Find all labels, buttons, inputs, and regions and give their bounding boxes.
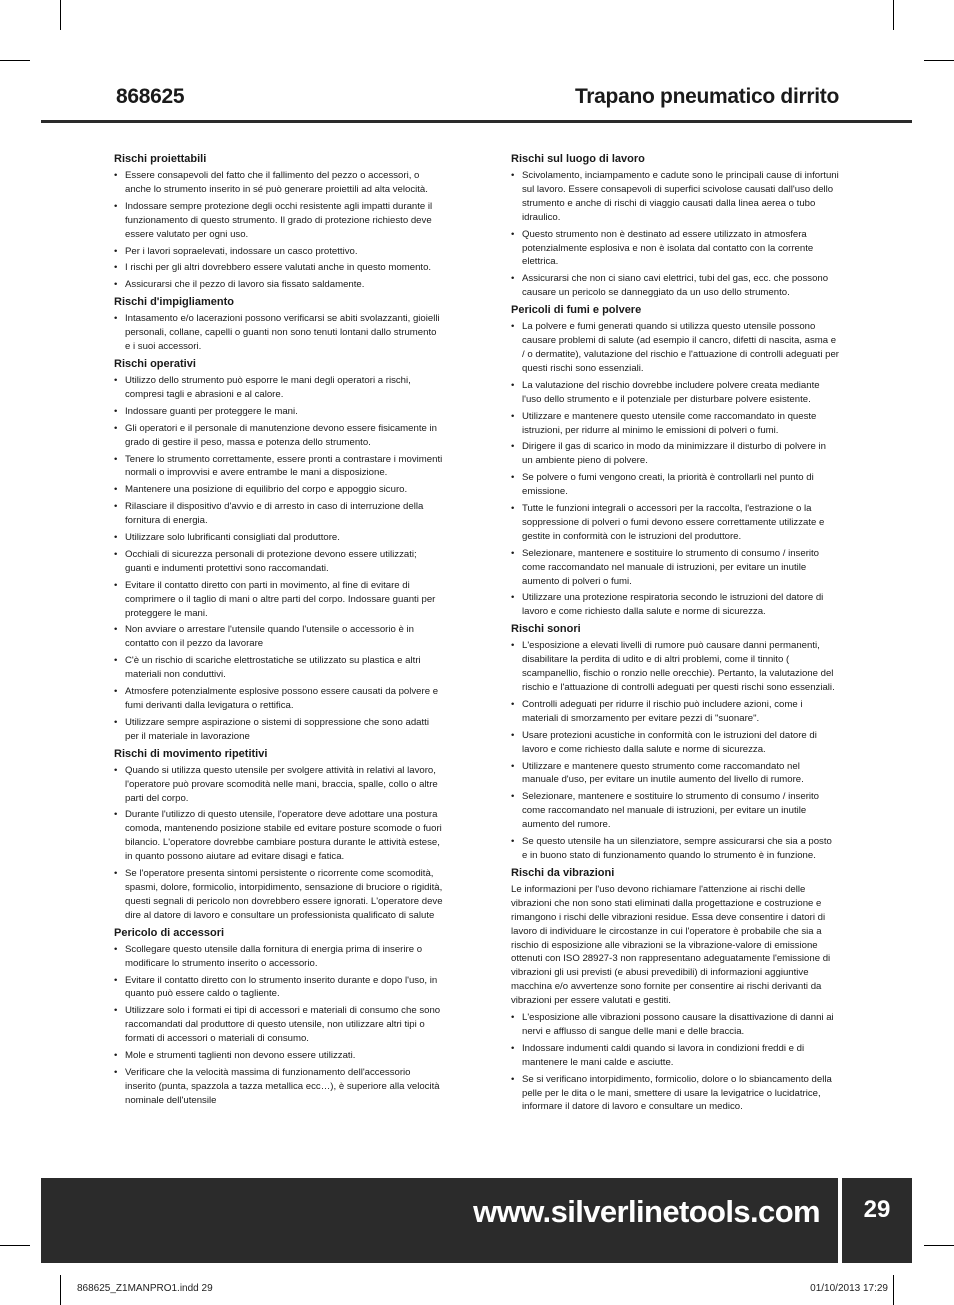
bullet-item: • Se si verificano intorpidimento, formicolio, dolore o lo sbiancamento della pelle per le dita o le mani, smettere di usare la levigatrice o lucidatrice, informare il datore di lavoro e consultare un medico.: [511, 1073, 839, 1115]
section-rischi-d-impigliamento: [114, 295, 444, 354]
bullet-item: • Gli operatori e il personale di manutenzione devono essere fisicamente in grado di gestire il peso, massa e potenza dello strumento.: [114, 422, 444, 450]
crop-mark: [924, 1245, 954, 1246]
bullet-item: • Utilizzare e mantenere questo utensile come raccomandato in queste istruzioni, per ridurre al minimo le emissioni di polveri o fumi.: [511, 410, 839, 438]
bullet-item: • Evitare il contatto diretto con parti in movimento, al fine di evitare di comprimere o il taglio di mani o altre parti del corpo. Indossare guanti per proteggere le mani.: [114, 579, 444, 621]
website-link[interactable]: www.silverlinetools.com: [473, 1194, 820, 1229]
bullet-item: • Durante l'utilizzo di questo utensile, l'operatore deve adottare una postura comoda, mantenendo posizione stabile ed evitare posture scomode o fuori bilancio. L'operatore dovrebbe cambiare postura durante le attività estese, in quanto possono aiutare ad evitare disagi e fatica.: [114, 808, 444, 864]
crop-mark: [893, 0, 894, 30]
bullet-list: [511, 320, 839, 619]
section-paragraph: Le informazioni per l'uso devono richiamare l'attenzione ai rischi delle vibrazioni che non sono stati eliminati dalla progettazione e costruzione e rimangono i rischi delle vibrazioni residue. Essa deve consentire i datori di lavoro di individuare le circostanze in cui l'operatore è probabile che sia a rischio di esposizione alle vibrazioni se la vibrazione-valore di emissione ottenuti con ISO 28927-3 non rappresentano adeguatamente l'emissione di vibrazioni gli usi previsti (e abusi prevedibili) di informazioni aggiuntive macchina e/o avvertenze sono fornite per consentire ai rischi derivanti da vibrazioni per essere valutati e gestiti.: [511, 883, 831, 1007]
section-title: Rischi sul luogo di lavoro: [511, 153, 645, 165]
crop-mark: [0, 1245, 30, 1246]
bullet-item: • Scollegare questo utensile dalla fornitura di energia prima di inserire o modificare lo strumento inserito o accessorio.: [114, 943, 444, 971]
bullet-item: • Questo strumento non è destinato ad essere utilizzato in atmosfera potenzialmente esplosiva e non è isolata dal contatto con la corrente elettrica.: [511, 228, 839, 270]
bullet-item: • Atmosfere potenzialmente esplosive possono essere causati da polvere e fumi derivanti dalla levigatura o rettifica.: [114, 685, 444, 713]
bullet-item: • Mantenere una posizione di equilibrio del corpo e appoggio sicuro.: [114, 483, 444, 497]
bullet-list: [114, 169, 444, 292]
page-title: Trapano pneumatico dirrito: [574, 85, 839, 108]
page-number-box: [838, 1178, 912, 1263]
bullet-item: • Intasamento e/o lacerazioni possono verificarsi se abiti svolazzanti, gioielli personali, collane, capelli o guanti non sono tenuti lontani dallo strumento e i suoi accessori.: [114, 312, 444, 354]
bullet-item: • Assicurarsi che il pezzo di lavoro sia fissato saldamente.: [114, 278, 444, 292]
section-title: Rischi d'impigliamento: [114, 296, 234, 309]
bullet-item: • Utilizzare e mantenere questo strumento come raccomandato nel manuale d'uso, per evitare un inutile aumento del livello di rumore.: [511, 760, 839, 788]
bullet-item: • L'esposizione a elevati livelli di rumore può causare danni permanenti, disabilitare la perdita di udito e di altri problemi, come il tinnito ( scampanellio, fischio o ronzio nelle orecchie). Pertanto, la valutazione del rischio e l'attuazione di controlli adeguati per questi rischi sono essenziali.: [511, 639, 839, 695]
bullet-item: • Assicurarsi che non ci siano cavi elettrici, tubi del gas, ecc. che possono causare un pericolo se danneggiato da un uso dello strumento.: [511, 272, 839, 300]
bullet-item: • I rischi per gli altri dovrebbero essere valutati anche in questo momento.: [114, 261, 444, 275]
bullet-item: • Se questo utensile ha un silenziatore, sempre assicurarsi che sia a posto e in buono stato di funzionamento quando lo strumento è in funzione.: [511, 835, 839, 863]
section-title: Rischi operativi: [114, 357, 196, 370]
print-slug-file: 868625_Z1MANPRO1.indd 29: [77, 1283, 213, 1294]
section-title: Pericolo di accessori: [114, 926, 225, 939]
bullet-item: • Utilizzare solo lubrificanti consigliati dal produttore.: [114, 531, 444, 545]
crop-mark: [924, 60, 954, 61]
bullet-item: • Se polvere o fumi vengono creati, la priorità è controllarli nel punto di emissione.: [511, 471, 839, 499]
bullet-item: • Essere consapevoli del fatto che il fallimento del pezzo o accessori, o anche lo strumento inserito in sé può generare proiettili ad alta velocità.: [114, 169, 444, 197]
section-rischi-sul-luogo-di-lavoro: [511, 152, 839, 300]
section-title: Rischi da vibrazioni: [511, 866, 615, 879]
bullet-item: • Verificare che la velocità massima di funzionamento dell'accessorio inserito (punta, spazzola a tazza metallica ecc…), è superiore alla velocità nominale dell'utensile: [114, 1066, 444, 1108]
bullet-item: • Dirigere il gas di scarico in modo da minimizzare il disturbo di polvere in un ambiente pieno di polvere.: [511, 440, 839, 468]
bullet-item: • Tenere lo strumento correttamente, essere pronti a contrastare i movimenti normali o improvvisi e avere entrambe le mani a disposizione.: [114, 453, 444, 481]
section-rischi-sonori: [511, 622, 839, 863]
bullet-list: [511, 169, 839, 300]
bullet-item: • Se l'operatore presenta sintomi persistente o ricorrente come scomodità, spasmi, dolore, formicolio, intorpidimento, sensazione di bruciore o rigidità, questi segnali di pericolo non dovrebbero essere ignorati. L'operatore deve dire al datore di lavoro e consultare un professionista qualificato di salute: [114, 867, 444, 923]
bullet-item: • Occhiali di sicurezza personali di protezione devono essere utilizzati; guanti e indumenti protettivi sono raccomandati.: [114, 548, 444, 576]
bullet-list: [114, 764, 444, 923]
header-rule: [41, 120, 912, 123]
bullet-item: • Evitare il contatto diretto con lo strumento inserito durante e dopo l'uso, in quanto può essere caldo o tagliente.: [114, 974, 444, 1002]
bullet-item: • Quando si utilizza questo utensile per svolgere attività in relativi al lavoro, l'operatore può provare scomodità nelle mani, braccia, spalle, collo o altre parti del corpo.: [114, 764, 444, 806]
bullet-item: • Selezionare, mantenere e sostituire lo strumento di consumo / inserito come raccomandato nel manuale di istruzioni, per evitare un inutile aumento di polveri o fumi.: [511, 547, 839, 589]
crop-mark: [60, 0, 61, 30]
section-rischi-operativi: [114, 357, 444, 744]
bullet-list: [511, 639, 839, 863]
footer-band: [41, 1178, 912, 1263]
bullet-item: • Tutte le funzioni integrali o accessori per la raccolta, l'estrazione o la soppressione di polveri o fumi devono essere correttamente utilizzate e gestite in conformità con le istruzioni del produttore.: [511, 502, 839, 544]
bullet-item: • Indossare sempre protezione degli occhi resistente agli impatti durante il funzionamento di questo strumento. Il grado di protezione richiesto deve essere valutato per ogni uso.: [114, 200, 444, 242]
bullet-item: • C'è un rischio di scariche elettrostatiche se utilizzato su plastica e altri materiali non conduttivi.: [114, 654, 444, 682]
left-column: [114, 152, 444, 1111]
bullet-item: • Utilizzare solo i formati ei tipi di accessori e materiali di consumo che sono raccomandati dal produttore di questo utensile, non utilizzare altri tipi o formati di accessori o materiali di consumo.: [114, 1004, 444, 1046]
bullet-item: • Controlli adeguati per ridurre il rischio può includere azioni, come i materiali di smorzamento per evitare pezzi di "suonare".: [511, 698, 839, 726]
bullet-list: [511, 1011, 839, 1114]
crop-mark: [60, 1275, 61, 1305]
bullet-item: • Mole e strumenti taglienti non devono essere utilizzati.: [114, 1049, 444, 1063]
crop-mark: [893, 1275, 894, 1305]
bullet-list: [114, 374, 444, 744]
bullet-item: • Indossare guanti per proteggere le mani.: [114, 405, 444, 419]
bullet-item: • Utilizzo dello strumento può esporre le mani degli operatori a rischi, compresi tagli e abrasioni e al calore.: [114, 374, 444, 402]
section-rischi-proiettabili: [114, 152, 444, 292]
bullet-item: • Selezionare, mantenere e sostituire lo strumento di consumo / inserito come raccomandato nel manuale di istruzioni, per evitare un inutile aumento del rumore.: [511, 790, 839, 832]
bullet-list: [114, 943, 444, 1108]
bullet-item: • Scivolamento, inciampamento e cadute sono le principali cause di infortuni sul lavoro. Essere consapevoli di superfici scivolose causati dall'uso dello strumento e anche di rischi di viaggio causati dalla linea aerea o tubo idraulico.: [511, 169, 839, 225]
crop-mark: [0, 60, 30, 61]
section-title: Rischi sonori: [511, 623, 581, 636]
section-rischi-da-vibrazioni: [511, 866, 839, 1115]
bullet-item: • La valutazione del rischio dovrebbe includere polvere creata mediante l'uso dello strumento e il potenziale per disturbare polvere esistente.: [511, 379, 839, 407]
print-slug-date: 01/10/2013 17:29: [810, 1283, 888, 1294]
right-column: [511, 152, 839, 1117]
section-title: Pericoli di fumi e polvere: [511, 304, 642, 317]
model-number: 868625: [116, 85, 185, 108]
page-header: [41, 85, 912, 125]
page-number: 29: [863, 1196, 891, 1223]
bullet-item: • Per i lavori sopraelevati, indossare un casco protettivo.: [114, 245, 444, 259]
section-title: Rischi di movimento ripetitivi: [114, 747, 268, 760]
bullet-item: • L'esposizione alle vibrazioni possono causare la disattivazione di danni ai nervi e afflusso di sangue delle mani e delle braccia.: [511, 1011, 839, 1039]
bullet-item: • Usare protezioni acustiche in conformità con le istruzioni del datore di lavoro e come richiesto dalla salute e norme di sicurezza.: [511, 729, 839, 757]
section-title: Rischi proiettabili: [114, 153, 207, 165]
section-pericoli-di-fumi-e-polvere: [511, 303, 839, 619]
section-pericolo-di-accessori: [114, 926, 444, 1108]
bullet-item: • Indossare indumenti caldi quando si lavora in condizioni freddi e di mantenere le mani calde e asciutte.: [511, 1042, 839, 1070]
bullet-item: • Non avviare o arrestare l'utensile quando l'utensile o accessorio è in contatto con il pezzo da lavorare: [114, 623, 444, 651]
bullet-item: • Rilasciare il dispositivo d'avvio e di arresto in caso di interruzione della fornitura di energia.: [114, 500, 444, 528]
bullet-item: • La polvere e fumi generati quando si utilizza questo utensile possono causare problemi di salute (ad esempio il cancro, difetti di nascita, asma e / o dermatite), valutazione del rischio e l'attuazione di controlli adeguati per questi rischi sono essenziali.: [511, 320, 839, 376]
section-rischi-di-movimento-ripetitivi: [114, 747, 444, 923]
bullet-list: [114, 312, 444, 354]
bullet-item: • Utilizzare una protezione respiratoria secondo le istruzioni del datore di lavoro e come richiesto dalla salute e norme di sicurezza.: [511, 591, 839, 619]
bullet-item: • Utilizzare sempre aspirazione o sistemi di soppressione che sono adatti per il materiale in lavorazione: [114, 716, 444, 744]
